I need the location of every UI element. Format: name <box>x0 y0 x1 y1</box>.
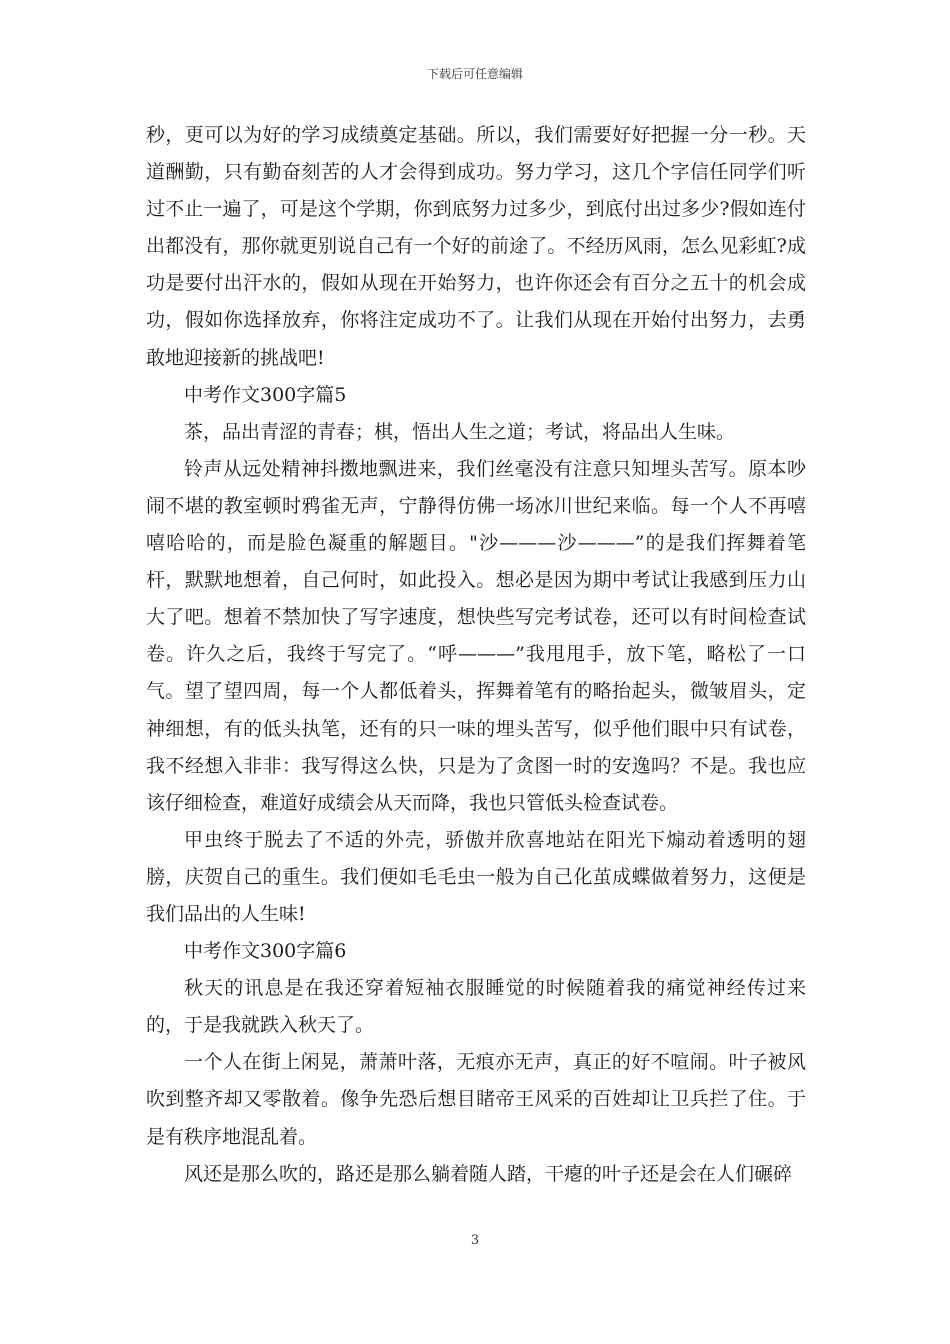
paragraph: 铃声从远处精神抖擞地飘进来，我们丝毫没有注意只知埋头苦写。原本吵闹不堪的教室顿时鸦雀无声，宁静得仿佛一场冰川世纪来临。每一个人不再嘻嘻哈哈的，而是脸色凝重的解题目。"沙———沙———”的是我们挥舞着笔杆，默默地想着，自己何时，如此投入。想必是因为期中考试让我感到压力山大了吧。想着不禁加快了写字速度，想快些写完考试卷，还可以有时间检查试卷。许久之后，我终于写完了。“呼———”我甩甩手，放下笔，略松了一口气。望了望四周，每一个人都低着头，挥舞着笔有的略抬起头，微皱眉头，定神细想，有的低头执笔，还有的只一味的埋头苦写，似乎他们眼中只有试卷，我不经想入非非：我写得这么快，只是为了贪图一时的安逸吗？不是。我也应该仔细检查，难道好成绩会从天而降，我也只管低头检查试卷。 <box>146 457 806 814</box>
paragraph: 秋天的讯息是在我还穿着短袖衣服睡觉的时候随着我的痛觉神经传过来的，于是我就跌入秋天了。 <box>146 977 806 1037</box>
section-heading-5: 中考作文300字篇5 <box>184 383 347 406</box>
paragraph: 风还是那么吹的，路还是那么躺着随人踏，干瘪的叶子还是会在人们碾碎 <box>184 1162 793 1185</box>
section-heading-6: 中考作文300字篇6 <box>184 940 347 963</box>
paragraph: 茶，品出青涩的青春；棋，悟出人生之道；考试，将品出人生味。 <box>184 420 736 443</box>
page-header: 下载后可任意编辑 <box>426 67 523 81</box>
page-number: 3 <box>470 1233 480 1248</box>
paragraph-continued: 秒，更可以为好的学习成绩奠定基础。所以，我们需要好好把握一分一秒。天道酬勤，只有勤奋刻苦的人才会得到成功。努力学习，这几个字信任同学们听过不止一遍了，可是这个学期，你到底努力过多少，到底付出过多少?假如连付出都没有，那你就更别说自己有一个好的前途了。不经历风雨，怎么见彩虹?成功是要付出汗水的，假如从现在开始努力，也许你还会有百分之五十的机会成功，假如你选择放弃，你将注定成功不了。让我们从现在开始付出努力，去勇敢地迎接新的挑战吧! <box>146 124 806 369</box>
paragraph: 甲虫终于脱去了不适的外壳，骄傲并欣喜地站在阳光下煽动着透明的翅膀，庆贺自己的重生。我们便如毛毛虫一般为自己化茧成蝶做着努力，这便是我们品出的人生味! <box>146 828 806 925</box>
paragraph: 一个人在街上闲晃，萧萧叶落，无痕亦无声，真正的好不喧闹。叶子被风吹到整齐却又零散着。像争先恐后想目睹帝王风采的百姓却让卫兵拦了住。于是有秩序地混乱着。 <box>146 1051 806 1148</box>
document-body <box>146 117 806 1193</box>
